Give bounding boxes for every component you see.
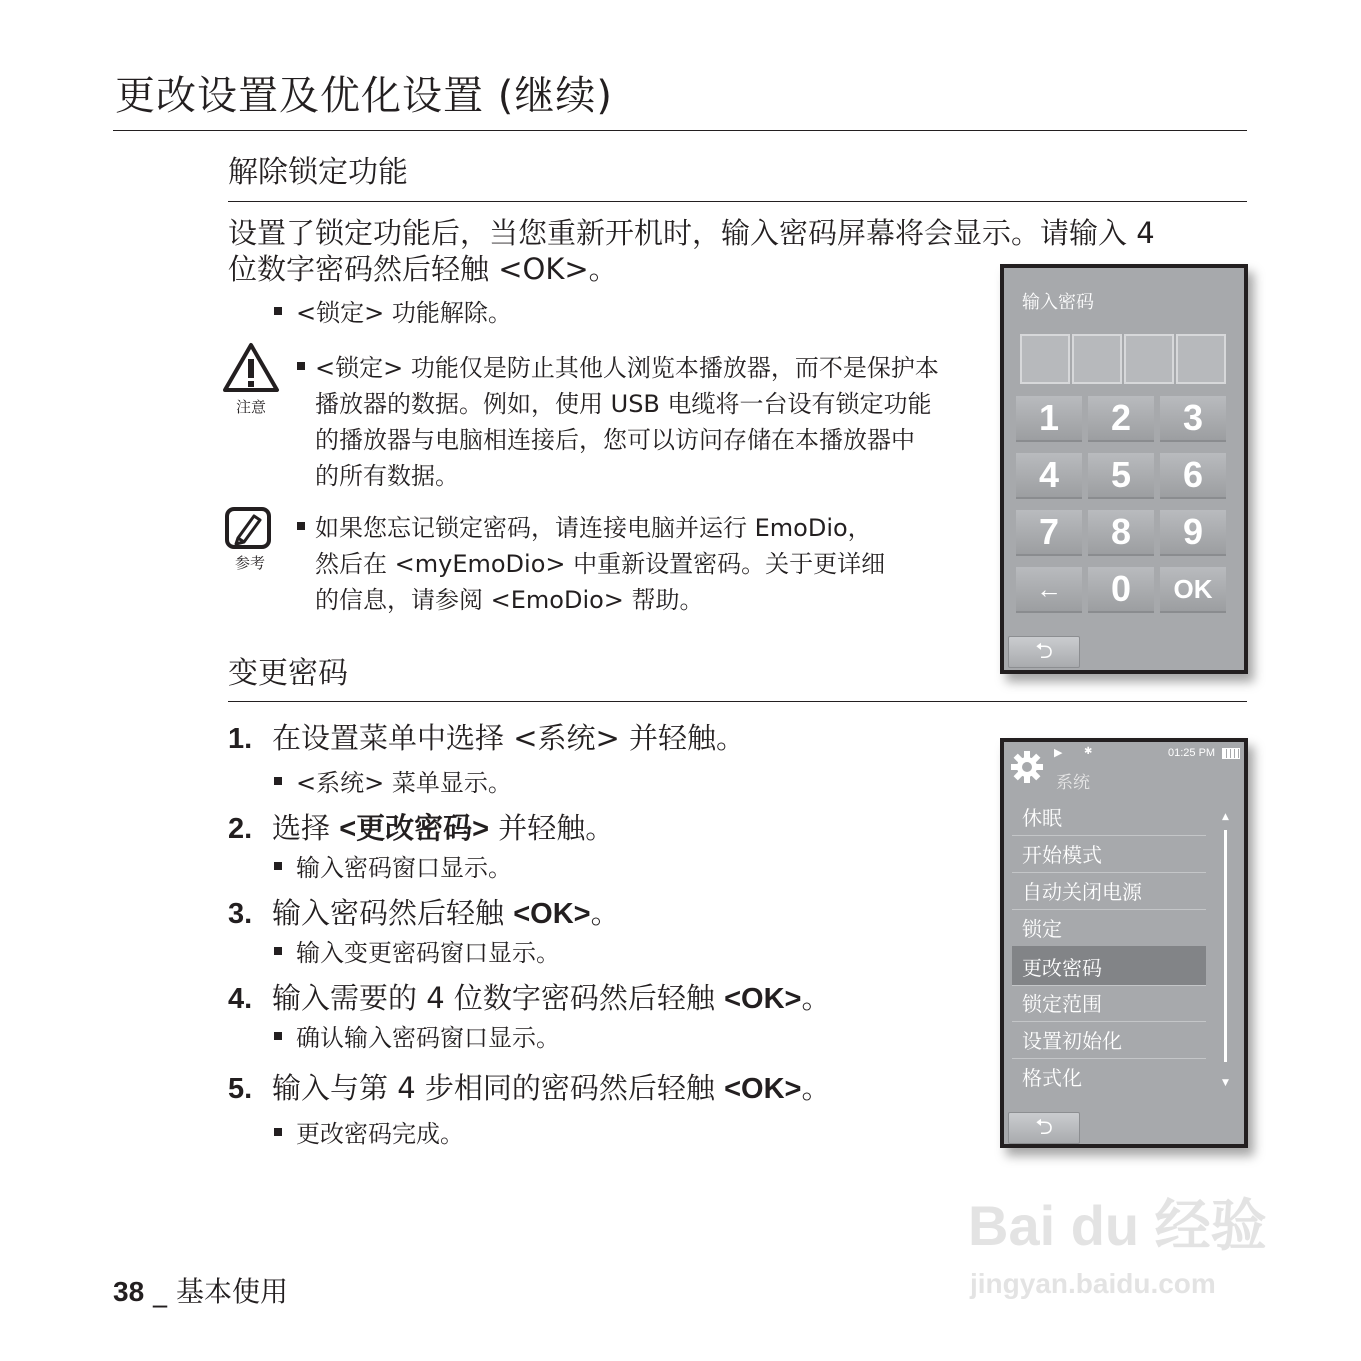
intro-line-1: 设置了锁定功能后，当您重新开机时，输入密码屏幕将会显示。请输入 4 bbox=[228, 216, 1155, 250]
pin-screen-title: 输入密码 bbox=[1022, 292, 1094, 313]
bluetooth-icon: ✱ bbox=[1084, 746, 1093, 757]
key-7[interactable]: 7 bbox=[1016, 510, 1082, 556]
note-label: 参考 bbox=[234, 554, 265, 572]
title-rule bbox=[113, 130, 1247, 131]
gear-icon bbox=[1010, 750, 1044, 788]
footer-label: 基本使用 bbox=[175, 1275, 288, 1308]
step-number: 2. bbox=[228, 813, 253, 845]
key-1[interactable]: 1 bbox=[1016, 396, 1082, 442]
caution-line-2: 播放器的数据。例如，使用 USB 电缆将一台设有锁定功能 bbox=[315, 390, 932, 418]
step-5 bbox=[228, 1068, 831, 1109]
step-sub-text: <系统> 菜单显示。 bbox=[296, 769, 512, 797]
bullet-square bbox=[274, 862, 282, 870]
note-line-3: 的信息，请参阅 <EmoDio> 帮助。 bbox=[315, 586, 704, 614]
step-text: 输入与第 4 步相同的密码然后轻触 bbox=[272, 1071, 725, 1105]
return-arrow-icon: ⮌ bbox=[1035, 1115, 1053, 1140]
bullet-square bbox=[274, 947, 282, 955]
step-sub-text: 更改密码完成。 bbox=[296, 1120, 464, 1148]
step-4-sub bbox=[274, 1021, 560, 1055]
step-sub-text: 输入密码窗口显示。 bbox=[296, 854, 512, 882]
caution-text bbox=[297, 350, 977, 494]
note-line-1: 如果您忘记锁定密码，请连接电脑并运行 EmoDio， bbox=[315, 514, 872, 542]
section-heading-change-password: 变更密码 bbox=[228, 656, 348, 691]
caution-line-3: 的播放器与电脑相连接后，您可以访问存储在本播放器中 bbox=[315, 426, 915, 454]
screen-title: 系统 bbox=[1056, 773, 1090, 793]
back-button[interactable] bbox=[1008, 636, 1080, 668]
step-text: 并轻触。 bbox=[489, 811, 615, 845]
warning-triangle-icon bbox=[222, 342, 280, 394]
footer-separator: _ bbox=[144, 1275, 176, 1308]
caution-label: 注意 bbox=[235, 398, 266, 416]
caution-line-4: 的所有数据。 bbox=[315, 462, 459, 490]
note-line-2: 然后在 <myEmoDio> 中重新设置密码。关于更详细 bbox=[315, 550, 886, 578]
bullet-square bbox=[297, 362, 305, 370]
step-text: 输入密码然后轻触 bbox=[272, 896, 514, 930]
note-text bbox=[297, 510, 977, 618]
step-2-sub bbox=[274, 851, 512, 885]
key-5[interactable]: 5 bbox=[1088, 453, 1154, 499]
step-text: 选择 bbox=[272, 811, 340, 845]
pin-digit-box bbox=[1124, 334, 1174, 384]
bullet-square bbox=[274, 777, 282, 785]
step-text-bold: <更改密码> bbox=[339, 813, 490, 845]
pencil-note-icon bbox=[224, 506, 272, 550]
pin-digit-box bbox=[1020, 334, 1070, 384]
pin-digit-box bbox=[1072, 334, 1122, 384]
step-text: 。 bbox=[590, 896, 620, 930]
key-6[interactable]: 6 bbox=[1160, 453, 1226, 499]
bullet-item bbox=[274, 296, 512, 330]
step-1 bbox=[228, 718, 745, 759]
step-text-bold: <OK> bbox=[724, 1073, 802, 1105]
key-9[interactable]: 9 bbox=[1160, 510, 1226, 556]
section-rule bbox=[228, 701, 1247, 702]
step-number: 5. bbox=[228, 1073, 253, 1105]
step-text: 。 bbox=[801, 981, 831, 1015]
menu-item-format[interactable]: 格式化 bbox=[1022, 1066, 1082, 1090]
battery-icon bbox=[1222, 748, 1240, 759]
key-3[interactable]: 3 bbox=[1160, 396, 1226, 442]
key-8[interactable]: 8 bbox=[1088, 510, 1154, 556]
step-text: 输入需要的 4 位数字密码然后轻触 bbox=[272, 981, 725, 1015]
key-4[interactable]: 4 bbox=[1016, 453, 1082, 499]
return-arrow-icon: ⮌ bbox=[1035, 639, 1053, 664]
menu-item-reset-settings[interactable]: 设置初始化 bbox=[1012, 1023, 1206, 1059]
pin-entry-screen bbox=[1000, 264, 1248, 674]
section-rule bbox=[228, 201, 1247, 202]
step-3-sub bbox=[274, 936, 560, 970]
step-text: 。 bbox=[801, 1071, 831, 1105]
menu-item-auto-power-off[interactable]: 自动关闭电源 bbox=[1012, 874, 1206, 910]
step-2 bbox=[228, 808, 614, 849]
step-1-sub bbox=[274, 766, 512, 800]
bullet-square bbox=[274, 307, 282, 315]
caution-line-1: <锁定> 功能仅是防止其他人浏览本播放器，而不是保护本 bbox=[315, 354, 939, 382]
scrollbar[interactable] bbox=[1224, 830, 1227, 1062]
back-button[interactable] bbox=[1008, 1112, 1080, 1144]
play-icon: ▶ bbox=[1054, 746, 1063, 759]
section-heading-unlock: 解除锁定功能 bbox=[228, 155, 408, 190]
menu-item-lock-range[interactable]: 锁定范围 bbox=[1012, 986, 1206, 1022]
scroll-up-icon[interactable]: ▲ bbox=[1222, 812, 1229, 822]
page-number: 38 bbox=[113, 1276, 145, 1307]
step-number: 4. bbox=[228, 983, 253, 1015]
baidu-watermark-url: jingyan.baidu.com bbox=[970, 1268, 1216, 1299]
pin-digit-box bbox=[1176, 334, 1226, 384]
step-number: 3. bbox=[228, 898, 253, 930]
bullet-square bbox=[297, 522, 305, 530]
step-text: 在设置菜单中选择 <系统> 并轻触。 bbox=[272, 721, 746, 755]
bullet-square bbox=[274, 1032, 282, 1040]
page-title: 更改设置及优化设置 (继续) bbox=[115, 73, 613, 119]
scroll-down-icon[interactable]: ▼ bbox=[1222, 1078, 1229, 1088]
step-4 bbox=[228, 978, 831, 1019]
menu-item-start-mode[interactable]: 开始模式 bbox=[1012, 837, 1206, 873]
step-text-bold: <OK> bbox=[513, 898, 591, 930]
menu-item-sleep[interactable]: 休眠 bbox=[1012, 800, 1206, 836]
bullet-square bbox=[274, 1128, 282, 1136]
step-number: 1. bbox=[228, 723, 253, 755]
step-sub-text: 确认输入密码窗口显示。 bbox=[296, 1024, 560, 1052]
menu-item-change-password[interactable]: 更改密码 bbox=[1012, 946, 1206, 986]
key-2[interactable]: 2 bbox=[1088, 396, 1154, 442]
baidu-watermark-logo: Bai du 经验 bbox=[968, 1194, 1267, 1257]
step-3 bbox=[228, 893, 620, 934]
status-time: 01:25 PM bbox=[1168, 747, 1216, 759]
step-sub-text: 输入变更密码窗口显示。 bbox=[296, 939, 560, 967]
backspace-key[interactable]: ← bbox=[1016, 567, 1082, 613]
ok-key[interactable]: OK bbox=[1160, 567, 1226, 613]
caution-block-icon bbox=[222, 342, 280, 416]
note-block-icon bbox=[224, 506, 276, 572]
step-text-bold: <OK> bbox=[724, 983, 802, 1015]
system-menu-screen bbox=[1000, 738, 1248, 1148]
bullet-text: <锁定> 功能解除。 bbox=[296, 299, 512, 327]
menu-item-lock[interactable]: 锁定 bbox=[1012, 911, 1206, 947]
page-footer bbox=[113, 1272, 288, 1312]
intro-line-2: 位数字密码然后轻触 <OK>。 bbox=[228, 252, 618, 286]
step-5-sub bbox=[274, 1117, 464, 1151]
key-0[interactable]: 0 bbox=[1088, 567, 1154, 613]
